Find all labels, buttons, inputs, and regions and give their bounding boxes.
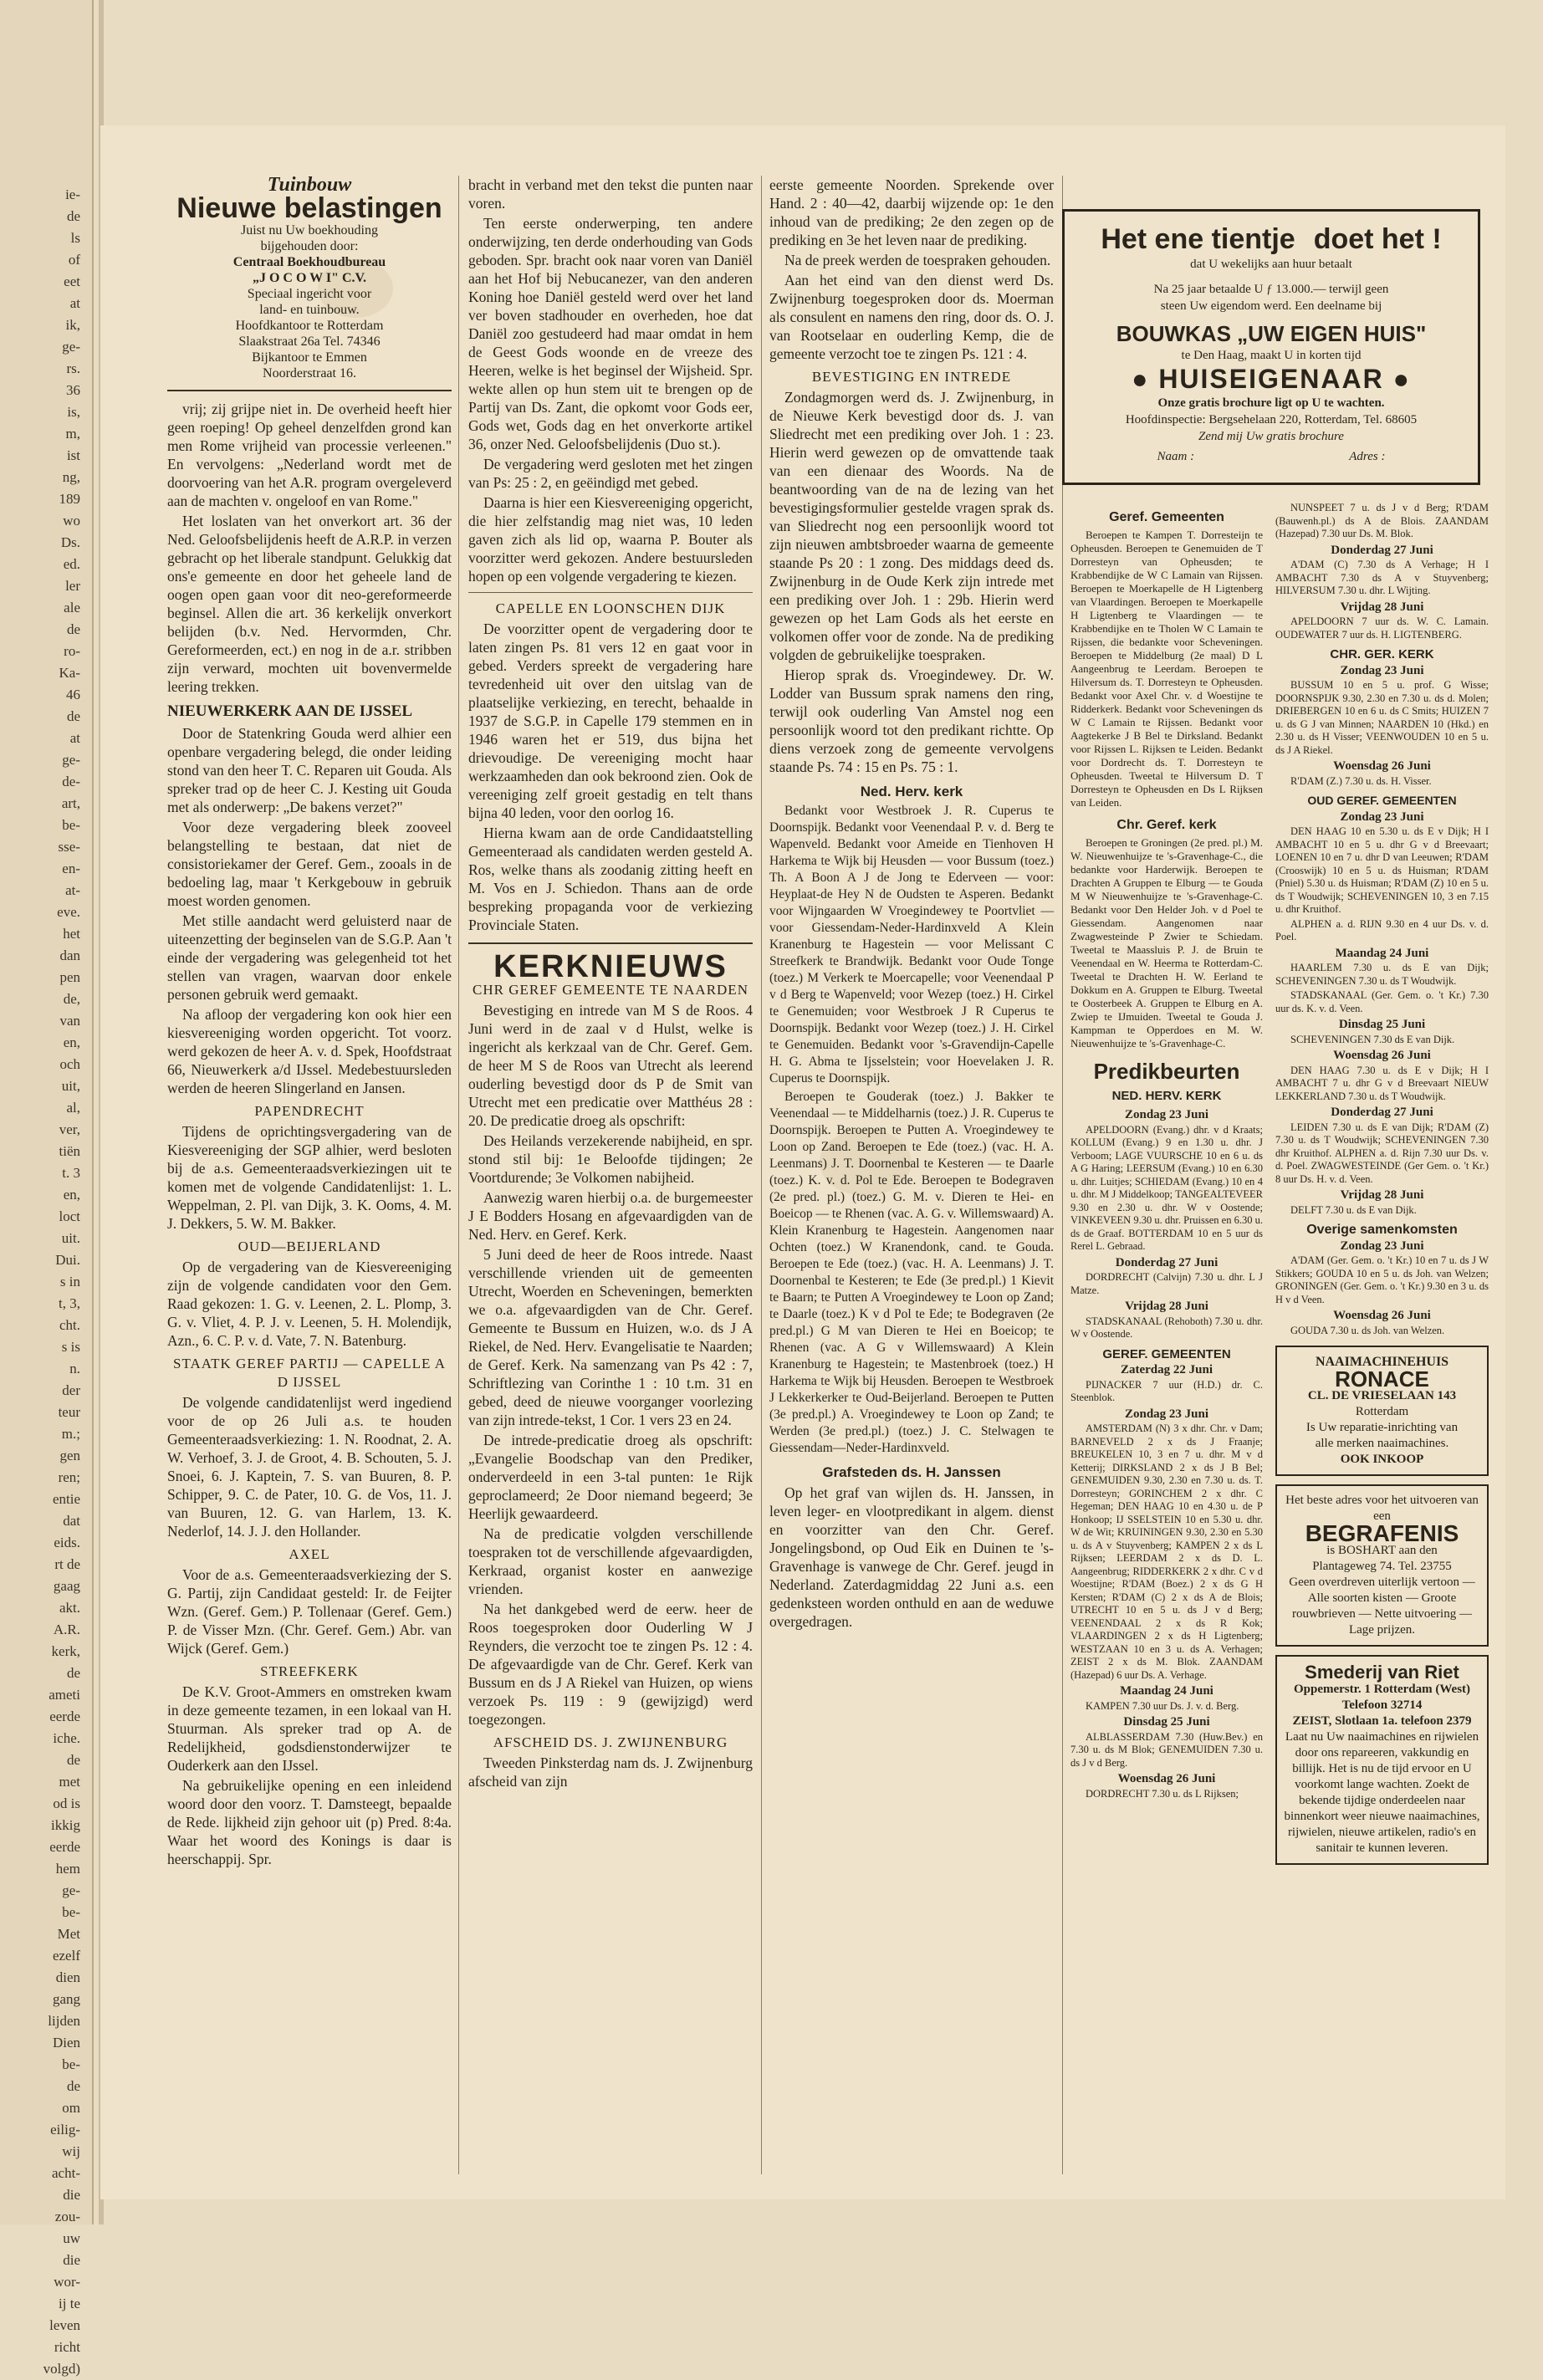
margin-fragment: ist	[66, 447, 80, 463]
paragraph: Na de predicatie volgden verschillende toespraken tot de verschillende afgevaardigden, Kerkraad, organist koster en aanwezige vrienden.	[468, 1525, 753, 1597]
preek-schedule	[1275, 502, 1489, 1337]
margin-fragment: gen	[59, 1448, 80, 1463]
divider	[167, 390, 452, 391]
paragraph: STADSKANAAL (Ger. Gem. o. 't Kr.) 7.30 uur ds. K. v. d. Veen.	[1275, 989, 1489, 1014]
margin-fragment: cht.	[59, 1317, 80, 1333]
paragraph: De intrede-predicatie droeg als opschrift: „Evangelie Boodschap van den Prediker, onderverdeeld in een 3-tal punten: 1e Rijk geproclameerd; 2e Door niemand begeerd; 3e Heerlijk gewaardeerd.	[468, 1432, 753, 1522]
margin-fragment: eet	[64, 273, 80, 289]
ad-line: „J O C O W I" C.V.	[252, 271, 367, 285]
paragraph: AMSTERDAM (N) 3 x dhr. Chr. v Dam; BARNEVELD 2 x ds J Fraanje; BREUKELEN 10, 3 en 7 u. dhr. M v d Ketterij; DIRKSLAND 2 x ds J B Bel; GENEMUIDEN 9.30, 2.30 en 7.30 u. ds. T. Dorresteyn; GORINCHEM 2 x dhr. C Hegeman; DEN HAAG 10 en 4.30 u. de P Honkoop; IJ SSELSTEIN 10 en 5.30 u. dhr. W de Wit; KRUININGEN 9.30, 2.30 en 5.30 u. ds A v Stuyvenberg; KAMPEN 2 x ds L Rijksen; LEERDAM 2 x ds D. L. Aangeenbrug; RIDDERKERK 2 x dhr. C v d Woestijne; R'DAM (Boez.) 2 x ds G H Kersten; R'DAM (C) 2 x ds A de Blois; UTRECHT 10 en 5 u. ds J v d Berg; VEENENDAAL 2 x ds R Kok; VLAARDINGEN 2 x ds H Ligtenberg; WESTZAAN 10 en 3 u. ds A. Verhagen; ZEIST 2 x ds M. Blok. ZAANDAM (Hazepad) 6 uur Ds. A. Verhage.	[1070, 1422, 1263, 1681]
chr-calls	[1070, 836, 1263, 1050]
margin-fragment: en-	[62, 861, 80, 876]
date-heading: Zondag 23 Juni	[1124, 1407, 1209, 1421]
margin-fragment: eids.	[54, 1535, 80, 1550]
article-heading: STREEFKERK	[260, 1663, 359, 1679]
article-heading: PAPENDRECHT	[254, 1103, 365, 1119]
subsection-heading: Overige samenkomsten	[1306, 1223, 1458, 1237]
paragraph: Bedankt voor Westbroek J. R. Cuperus te Doornspijk. Bedankt voor Veenendaal P. v. d. Berg te Wapenveld. Bedankt voor Ameide en Tienhoven H Harkema te Wijk bij Heusden — voor Bussum (toez.) Th. A Boon A J de Jong te Ederveen — voor: Heyplaat-de Hey N de Oudsten te Asperen. Bedankt voor Wijngaarden W Vroegindewey te Poortvliet — voor Giessendam-Neder-Hardinxveld A Klein Kranenburg te Hagestein — voor Melissant C Streefkerk te Brandwijk. Bedankt voor Oude Tonge (toez.) M Verkerk te Moercapelle; voor Veenendaal P v d Berg te Wapenveld; voor Wezep (toez.) H. Cirkel te Genemuiden; voor Westbroek J R Cuperus te Doornspijk. Bedankt voor Wezep (toez.) J. H. Cirkel te Genemuiden. Bedankt voor 's-Gravendijn-Capelle H. G. Abma te Ijsselstein; voor Hoevelaken J. R. Cuperus te Doornspijk.	[769, 804, 1054, 1085]
paragraph: De volgende candidatenlijst werd ingediend voor de op 26 Juli a.s. te houden Gemeenteraadsverkiezing: 1. N. Roodnat, 2. A. W. Verhoef, 3. J. de Groot, 4. B. Schouten, 5. J. Snoei, 6. J. Kaptein, 7. S. van Buuren, 8. P. Schipper, 9. C. de Pater, 10. G. de Vos, 11. J. van Buuren, 12. G. van Harlem, 13. K. Nederlof, 14. J. J. den Hollander.	[167, 1394, 452, 1540]
ad-name: BEGRAFENIS	[1305, 1520, 1459, 1546]
ad-line: Na 25 jaar betaalde U ƒ 13.000.— terwijl geen	[1153, 283, 1389, 296]
paragraph: APELDOORN 7 uur ds. W. C. Lamain. OUDEWATER 7 uur ds. H. LIGTENBERG.	[1275, 615, 1489, 641]
paragraph: Na de preek werden de toespraken gehouden.	[784, 252, 1051, 268]
margin-fragment: 189	[59, 491, 80, 507]
begrafenis-advertisement	[1275, 1484, 1489, 1647]
ad-line: Slaakstraat 26a Tel. 74346	[238, 335, 381, 349]
ad-title-b: doet het !	[1313, 223, 1442, 255]
divider	[468, 942, 753, 944]
article-heading: CAPELLE EN LOONSCHEN DIJK	[495, 600, 726, 616]
margin-fragment: hem	[55, 1861, 80, 1877]
article-heading: AXEL	[289, 1546, 330, 1562]
margin-fragment: iche.	[53, 1730, 80, 1746]
margin-fragment: om	[62, 2100, 80, 2116]
margin-fragment: de	[66, 2078, 80, 2094]
ad-line: Rotterdam	[1355, 1405, 1409, 1418]
paragraph: A'DAM (C) 7.30 ds A Verhage; H I AMBACHT 7.30 ds A v Stuyvenberg; HILVERSUM 7.30 u. dhr. L Wijting.	[1275, 559, 1489, 596]
paragraph: Des Heilands verzekerende nabijheid, en spr. stond stil bij: 1e Beloofde tijdingen; 2e Voortdurende; 3e Volkomen nabijheid.	[468, 1132, 753, 1186]
paragraph: Na afloop der vergadering kon ook hier een kiesvereeniging worden opgericht. Tot voorz. werd gekozen de heer A. v. d. Spek, Hoofdstraat 66, Nieuwerkerk a/d IJssel. Medebestuursleden werden de heeren Slingerland en Jansen.	[167, 1006, 452, 1096]
margin-fragment: uit.	[61, 1230, 80, 1246]
margin-fragment: ie-	[65, 186, 80, 202]
headline: Nieuwe belastingen	[176, 192, 442, 224]
margin-fragment: at-	[65, 882, 80, 898]
subsection-heading: Grafsteden ds. H. Janssen	[822, 1464, 1001, 1480]
margin-fragment: Met	[57, 1926, 80, 1942]
article-heading: STAATK GEREF PARTIJ — CAPELLE A D IJSSEL	[173, 1356, 446, 1390]
paragraph: 5 Juni deed de heer de Roos intrede. Naast verschillende vrienden uit de gemeenten Utrecht, Woerden en Scheveningen, bemerkten we o.a. afgevaardigden van de Chr. Geref. Gemeente te Bussum en Huizen, w.o. ds J A Riekel, de Ned. Herv. Evangelisatie te Naarden; de Geref. Kerk. Na samenzang van Ps 42 : 7, Schriftlezing van Corinthe 1 : 10 t.m. 31 en gebed, deed de nieuwe voorganger voorlezing van zijn intrede-tekst, 1 Cor. 1 vers 23 en 24.	[468, 1246, 753, 1428]
margin-fragment: rs.	[66, 360, 80, 376]
paragraph: R'DAM (Z.) 7.30 u. ds. H. Visser.	[1290, 774, 1432, 787]
date-heading: Maandag 24 Juni	[1335, 946, 1429, 960]
smederij-advertisement	[1275, 1655, 1489, 1865]
margin-fragment: ge-	[62, 1882, 80, 1898]
paragraph: DORDRECHT 7.30 u. ds L Rijksen;	[1086, 1787, 1239, 1800]
margin-fragment: Dien	[52, 2035, 80, 2051]
geref-column	[1070, 502, 1263, 1802]
margin-fragment: ikkig	[51, 1817, 80, 1833]
margin-fragment: m,	[65, 426, 80, 442]
date-heading: Zondag 23 Juni	[1340, 810, 1424, 824]
margin-fragment: eve.	[57, 904, 80, 920]
section-title: KERKNIEUWS	[493, 949, 728, 984]
margin-fragment: och	[59, 1056, 80, 1072]
margin-fragment: lijden	[48, 2013, 80, 2029]
margin-fragment: dien	[55, 1969, 80, 1985]
paragraph: GOUDA 7.30 u. ds Joh. van Welzen.	[1290, 1324, 1445, 1336]
date-heading: Dinsdag 25 Juni	[1338, 1018, 1426, 1031]
margin-fragment: ed.	[63, 556, 80, 572]
paragraph: A'DAM (Ger. Gem. o. 't Kr.) 10 en 7 u. ds J W Stikkers; GOUDA 10 en 5 u. ds Joh. van Welzen; GRONINGEN (Ger. Gem. o. 't Kr.) 9.30 en 3 u. ds H v d Veen.	[1275, 1254, 1489, 1305]
margin-fragment: ale	[64, 600, 80, 615]
section-heading: Tuinbouw	[267, 174, 352, 196]
margin-fragment: dan	[59, 947, 80, 963]
date-heading: Zondag 23 Juni	[1124, 1108, 1209, 1121]
paragraph: Hierna kwam aan de orde Candidaatstelling Gemeenteraad als candidaten werden gesteld A. Ros, welke thans als zoodanig zitting heeft en M. Vos en J. Schiedon. Thans aan de orde bespreking propaganda voor de verkiezing Provinciale Staten.	[468, 825, 753, 933]
date-heading: Zaterdag 22 Juni	[1120, 1363, 1213, 1376]
date-heading: Woensdag 26 Juni	[1333, 759, 1431, 773]
margin-fragment: art,	[61, 795, 80, 811]
paragraph: vrij; zij grijpe niet in. De overheid heeft hier geen roeping! Op geheel denzelfden grond kan men Rome vrijheid van processie verleenen." En vervolgens: „Nederland wordt met de doorvoering van het A.R. program overgeleverd aan de machten v. ongeloof en van Rome."	[167, 401, 452, 509]
date-heading: Zondag 23 Juni	[1340, 1239, 1424, 1253]
ad-line: is BOSHART aan den	[1326, 1544, 1438, 1557]
paragraph: LEIDEN 7.30 u. ds E van Dijk; R'DAM (Z) 7.30 u. ds T Woudwijk; SCHEVENINGEN 7.30 dhr Kruithof. ALPHEN a. d. Rijn 7.30 uur Ds. v. d. Poel. ZWAGWESTEINDE (Ger Gem. o. 't Kr.) 8 uur Ds. H. v. d. Veen.	[1275, 1121, 1489, 1185]
margin-fragment: loct	[59, 1208, 80, 1224]
margin-fragment: wor-	[54, 2274, 80, 2290]
paragraph: Voor de a.s. Gemeenteraadsverkiezing der S. G. Partij, zijn Candidaat gesteld: Ir. de Feijter Wzn. (Geref. Gem.) P. Tollenaar (Geref. Gem.) P. de Visser Mzn. (Chr. Geref. Gem.) Abr. van Wijck (Geref. Gem.)	[167, 1566, 452, 1657]
paragraph: APELDOORN (Evang.) dhr. v d Kraats; KOLLUM (Evang.) 9 en 1.30 u. dhr. J Verboom; LAGE VUURSCHE 10 en 6 u. ds A G Haring; LEERSUM (Evang.) 10 en 6.30 u. dhr. Luitjes; SCHIEDAM (Evang.) 10 en 4 u. dhr. M J Middelkoop; TANGEALTEVEER 9.30 en 2.30 u. dhr. W v Oostende; VINKEVEEN 9.30 u. dhr. Pruissen en 6.30 u. ds de Graaf. BOTTERDAM 10 en 5 uur ds Rerel L. Gebraad.	[1070, 1123, 1263, 1252]
article-heading: AFSCHEID DS. J. ZWIJNENBURG	[493, 1734, 728, 1750]
margin-fragment: Dui.	[55, 1252, 80, 1268]
paragraph: DEN HAAG 10 en 5.30 u. ds E v Dijk; H I AMBACHT 10 en 5 u. dhr G v d Breevaart; LOENEN 10 en 7 u. dhr D van Leeuwen; R'DAM (Crooswijk) 10 en 5 u. ds Huisman; R'DAM (Pniel) 5.30 u. ds Huisman; R'DAM (Z) 10 en 5 u. ds T Woudwijk; SCHEVENINGEN 10, 3 en 7.15 u. dhr Kruithof.	[1275, 825, 1489, 915]
ad-line: Onze gratis brochure ligt op U te wachten.	[1157, 396, 1385, 410]
beroepingswerk-list	[769, 803, 1054, 1457]
article-heading: NIEUWERKERK AAN DE IJSSEL	[167, 702, 412, 720]
margin-fragment: t, 3,	[59, 1295, 80, 1311]
margin-fragment: be-	[62, 1904, 80, 1920]
margin-fragment: rt de	[54, 1556, 80, 1572]
bouwkas-advertisement	[1062, 209, 1480, 485]
margin-fragment: de	[66, 708, 80, 724]
margin-fragment: ler	[65, 578, 80, 594]
paragraph: Het loslaten van het onverkort art. 36 der Ned. Geloofsbelijdenis heeft de A.R.P. in verzen gebracht op het liberale standpunt. Gelukkig dat ons'e gemeente en door het geheele land de oogen open gaan voor dit neo-gereformeerde beginsel. Allen die art. 36 kerkelijk onverkort belijden (b.v. Ned. Hervormden, Chr. Gereformeerden, ect.) en nog in de a.r. stribben zijn verward, mochten uit bovenvermelde leering trekken.	[167, 513, 452, 695]
paragraph: Aan het eind van den dienst werd Ds. Zwijnenburg toegesproken door ds. Moerman als consulent en namens den ring, door ds. O. J. van Rootselaar en ouderling Kemp, die de gemeente verzocht toe te zingen Ps. 121 : 4.	[769, 272, 1054, 362]
paragraph: Na het dankgebed werd de eerw. heer de Roos toegesproken door Ouderling W J Reynders, die verzocht toe te zingen Ps. 12 : 4. De afgevaardigde van de Chr. Geref. Kerk van Bussum en ds J A Riekel van Huizen, op wiens verzoek Ps. 119 : 9 (gewijzigd) werd toegezongen.	[468, 1601, 753, 1728]
ad-name: Smederij van Riet	[1305, 1662, 1459, 1683]
ad-title-a: Het ene tientje	[1101, 223, 1295, 255]
date-heading: Maandag 24 Juni	[1120, 1684, 1213, 1698]
margin-fragment: die	[63, 2252, 80, 2268]
paragraph: Met stille aandacht werd geluisterd naar de uiteenzetting der beginselen van de S.G.P. Aan 't einde der vergadering was gelegenheid tot het stellen van vragen, waarvan door enkele personen gebruik werd gemaakt.	[167, 912, 452, 1003]
margin-fragment: wij	[62, 2143, 80, 2159]
column-3	[769, 176, 1054, 1632]
ad-line: bijgehouden door:	[260, 239, 359, 253]
margin-fragment: ik,	[65, 317, 80, 333]
paragraph: eerste gemeente Noorden. Sprekende over Hand. 2 : 40—42, daarbij wijzende op: 1e den inhoud van de prediking; 2e den zegen op de prediking en 3e het leven naar de prediking.	[769, 176, 1054, 248]
margin-fragment: eilig-	[50, 2122, 80, 2137]
margin-fragment: de	[66, 1752, 80, 1768]
date-heading: Dinsdag 25 Juni	[1123, 1715, 1210, 1729]
ad-line: steen Uw eigendom werd. Een deelname bij	[1160, 299, 1382, 313]
paragraph: NUNSPEET 7 u. ds J v d Berg; R'DAM (Bauwenh.pl.) ds A de Blois. ZAANDAM (Hazepad) 7.30 uur Ds. M. Blok.	[1275, 502, 1489, 539]
paragraph: Op de vergadering van de Kiesvereeniging zijn de volgende candidaten voor den Gem. Raad gekozen: 1. G. v. Leenen, 2. L. Plomp, 3. G. v. Vliet, 4. P. J. v. Leenen, 5. H. Molendijk, Azn., 6. C. P. v. d. Vate, 7. N. Batenburg.	[167, 1259, 452, 1349]
article-heading: BEVESTIGING EN INTREDE	[811, 369, 1012, 385]
date-heading: Woensdag 26 Juni	[1333, 1309, 1431, 1322]
subsection-heading: GEREF. GEMEENTEN	[1102, 1346, 1231, 1361]
margin-fragment: ge-	[62, 339, 80, 355]
paragraph: PIJNACKER 7 uur (H.D.) dr. C. Steenblok.	[1070, 1378, 1263, 1403]
margin-fragment: gaag	[53, 1578, 80, 1594]
ad-line: te Den Haag, maakt U in korten tijd	[1181, 349, 1362, 362]
margin-fragment: der	[62, 1382, 80, 1398]
margin-fragment: teur	[58, 1404, 80, 1420]
margin-fragment: eerde	[49, 1839, 80, 1855]
paragraph: Door de Statenkring Gouda werd alhier een openbare vergadering belegd, die onder leiding stond van den heer T. C. Reparen uit Gouda. Als spreker trad op de heer C. J. Kesting uit Gouda met als onderwerp: „De bakens verzet?"	[167, 725, 452, 815]
margin-fragment: al,	[66, 1100, 80, 1116]
paragraph: De K.V. Groot-Ammers en omstreken kwam in deze gemeente tezamen, in een lokaal van H. Stuurman. Als spreker trad op A. de Redelijkheid, godsdienstonderwijzer te Ouderkerk aan den IJssel.	[167, 1683, 452, 1774]
margin-fragment: A.R.	[53, 1622, 80, 1637]
paragraph: Bevestiging en intrede van M S de Roos. 4 Juni werd in de zaal v d Hulst, welke is ingericht als kerkzaal van de Chr. Geref. Gem. de heer M S de Roos van Utrecht als leerend ouderling bevestigd door ds P de Smit van Utrecht met een predicatie over Matthéus 28 : 20. De predicatie droeg als opschrift:	[468, 1002, 753, 1129]
subsection-heading: Geref. Gemeenten	[1109, 510, 1224, 524]
column-4	[1275, 502, 1489, 1873]
ad-line: Is Uw reparatie-inrichting van	[1305, 1421, 1459, 1434]
margin-fragment: het	[63, 926, 80, 942]
margin-fragment: ij te	[59, 2296, 80, 2311]
form-field-name: Naam :	[1157, 450, 1195, 463]
ad-line: Noorderstraat 16.	[263, 366, 356, 380]
column-2	[468, 176, 753, 1792]
margin-fragment: de	[66, 1665, 80, 1681]
ad-line: Het beste adres voor het uitvoeren van een	[1285, 1494, 1479, 1523]
ad-name: RONACE	[1335, 1366, 1429, 1392]
date-heading: Woensdag 26 Juni	[1117, 1772, 1216, 1785]
margin-fragment: sse-	[58, 839, 80, 855]
margin-fragment: richt	[54, 2339, 80, 2355]
ad-line: Oppemerstr. 1 Rotterdam (West) Telefoon 32714	[1293, 1683, 1471, 1712]
margin-fragment: volgd)	[43, 2361, 80, 2377]
preek-schedule	[1070, 1109, 1263, 1800]
paragraph: Voor deze vergadering bleek zooveel belangstelling te bestaan, dat niet de consistoriekamer der Geref. Gem., zooals in de bedoeling lag, maar 't Kerkgebouw in gebruik moest worden genomen.	[167, 819, 452, 909]
margin-fragment: met	[59, 1774, 80, 1790]
article-heading: OUD—BEIJERLAND	[238, 1239, 381, 1254]
divider	[468, 592, 753, 593]
paragraph: Aanwezig waren hierbij o.a. de burgemeester J E Bodders Hosang en afgevaardigden van de Ned. Herv. en Geref. Kerk.	[468, 1189, 753, 1243]
ad-line: NAAIMACHINEHUIS	[1315, 1355, 1449, 1369]
margin-fragment: ren;	[58, 1469, 80, 1485]
margin-fragment: entie	[52, 1491, 80, 1507]
paragraph: Tweeden Pinksterdag nam ds. J. Zwijnenburg afscheid van zijn	[468, 1754, 753, 1790]
ad-line: Centraal Boekhoudbureau	[232, 255, 386, 269]
margin-fragment: n.	[69, 1361, 80, 1376]
ad-line: Laat nu Uw naaimachines en rijwielen door ons repareeren, vakkundig en billijk. Het is nu de tijd ervoor en U voorkomt lange wachten. Zoekt de bekende tijdige onderdeelen naar binnenkort weer nieuwe naaimachines, rijwielen, nieuwe artikelen, radio's en sanitair te kunnen leveren.	[1284, 1730, 1480, 1855]
margin-fragment: de,	[63, 991, 80, 1007]
date-heading: Vrijdag 28 Juni	[1125, 1300, 1208, 1313]
paragraph: Tijdens de oprichtingsvergadering van de Kiesvereeniging der SGP alhier, werd besloten bij de a.s. Gemeenteraadsverkiezingen uit te komen met de volgende Candidatenlijst: 1. L. Weppelman, 2. Pl. van Dijk, 3. K. Ooms, 4. M. J. Dekkers, 5. W. M. Bakker.	[167, 1123, 452, 1232]
margin-fragment: uit,	[61, 1078, 80, 1094]
margin-fragment: ver,	[59, 1121, 80, 1137]
margin-fragment: ameti	[49, 1687, 80, 1703]
form-field-address: Adres :	[1349, 450, 1386, 463]
ad-line: ZEIST, Slotlaan 1a. telefoon 2379	[1292, 1714, 1472, 1728]
article-heading: CHR GEREF GEMEENTE TE NAARDEN	[473, 982, 749, 998]
margin-fragment: t. 3	[62, 1165, 80, 1181]
ad-line: Hoofdinspectie: Bergsehelaan 220, Rotterdam, Tel. 68605	[1125, 413, 1418, 426]
left-margin-strip	[0, 0, 94, 2377]
margin-fragment: die	[63, 2187, 80, 2203]
margin-fragment: ezelf	[52, 1948, 80, 1964]
ad-line: alle merken naaimachines.	[1315, 1437, 1449, 1450]
paragraph: Ten eerste onderwerping, ten andere onderwijzing, ten derde onderhouding van Gods geboden. Spr. bracht ook naar voren van Daniël aan het Hof bij Nebucanezer, van den anderen Koning hoe Daniël gesteld werd over het land ver boven stadhouder en overheden, hoe dat Daniël zoo gestudeerd had maar omdat in hem de Geest Gods woonde en de vreeze des Heeren, welke is het beginsel der Wijsheid. Spr. wekte allen op hun stem uit te brengen op de Partij van Ds. Zant, die opkomt voor Gods eer, Gods wet, Gods dag en het onverkorte artikel 36, onzer Ned. Geloofsbelijdenis (Duo st.).	[468, 215, 753, 452]
ad-line: Zend mij Uw gratis brochure	[1198, 430, 1344, 443]
subsection-heading: CHR. GER. KERK	[1330, 647, 1434, 661]
margin-fragment: akt.	[59, 1600, 80, 1616]
paragraph: Beroepen te Groningen (2e pred. pl.) M. W. Nieuwenhuijze te 's-Gravenhage-C., die bedankte voor Harderwijk. Beroepen te Drachten A Gruppen te Elburg — te Gouda M W Nieuwenhuijze te 's-Gravenhage-C. Bedankt voor Den Helder Joh. v d Poel te Giessendam. Aangenomen naar Zwagwesteinde P Zwier te Schiedam. Tweetal te Maassluis P. J. de Bruin te Veenendaal en W. Heerma te Rotterdam-C. Tweetal te Drachten H. W. Eerland te Dokkum en A. Gruppen te Elburg. Tweetal te Oosterbeek A. Gruppen te Elburg en A. Zwiep te IJmuiden. Tweetal te Gouda J. Kampman te Opperdoes en M. W. Nieuwenhuijze te 's-Gravenhage-C.	[1070, 836, 1263, 1050]
geref-calls	[1070, 529, 1263, 810]
paragraph: HAARLEM 7.30 u. ds E van Dijk; SCHEVENINGEN 7.30 u. ds T Woudwijk.	[1275, 962, 1489, 987]
margin-fragment: zou-	[54, 2209, 80, 2224]
ad-line: Juist nu Uw boekhouding	[241, 223, 378, 237]
paragraph: DORDRECHT (Calvijn) 7.30 u. dhr. L J Matze.	[1070, 1271, 1263, 1296]
paragraph: Hierop sprak ds. Vroegindewey. Dr. W. Lodder van Bussum sprak namens den ring, terwijl ook ouderling Van Amstel nog een persoonlijk woord tot den predikant richtte. Op diens verzoek zong de gemeente vervolgens staande Ps. 74 : 15 en Ps. 75 : 1.	[769, 667, 1054, 775]
paragraph: KAMPEN 7.30 uur Ds. J. v. d. Berg.	[1086, 1699, 1239, 1712]
boekhoud-ad	[167, 222, 452, 381]
paragraph: ALBLASSERDAM 7.30 (Huw.Bev.) en 7.30 u. ds M Blok; GENEMUIDEN 7.30 u. ds J v d Berg.	[1070, 1730, 1263, 1769]
margin-fragment: de-	[62, 774, 80, 789]
date-heading: Vrijdag 28 Juni	[1340, 600, 1424, 614]
paragraph: SCHEVENINGEN 7.30 ds E van Dijk.	[1290, 1033, 1455, 1045]
margin-fragment: uw	[63, 2230, 80, 2246]
paragraph: DELFT 7.30 u. ds E van Dijk.	[1290, 1203, 1417, 1216]
subsection-heading: Ned. Herv. kerk	[860, 784, 963, 799]
column-1	[167, 176, 452, 1870]
paragraph: bracht in verband met den tekst die punten naar voren.	[468, 176, 753, 212]
margin-fragment: gang	[52, 1991, 80, 2007]
ad-line: CL. DE VRIESELAAN 143	[1307, 1389, 1457, 1402]
margin-fragment: acht-	[52, 2165, 80, 2181]
paragraph: STADSKANAAL (Rehoboth) 7.30 u. dhr. W v Oostende.	[1070, 1315, 1263, 1340]
margin-fragment: en,	[63, 1187, 80, 1203]
margin-fragment: tiën	[59, 1143, 80, 1159]
margin-fragment: 36	[66, 382, 80, 398]
margin-fragment: en,	[63, 1034, 80, 1050]
subsection-heading: NED. HERV. KERK	[1111, 1089, 1222, 1103]
subsection-heading: Chr. Geref. kerk	[1116, 818, 1217, 832]
ad-line: Speciaal ingericht voor	[247, 287, 372, 301]
margin-fragment: at	[69, 730, 80, 746]
paragraph: De vergadering werd gesloten met het zingen van Ps: 25 : 2, en geëindigd met gebed.	[468, 456, 753, 491]
paragraph: DEN HAAG 7.30 u. ds E v Dijk; H I AMBACHT 7 u. dhr G v d Breevaart NIEUW LEKKERLAND 7.30 u. ds T Woudwijk.	[1275, 1064, 1489, 1102]
margin-fragment: s is	[61, 1339, 80, 1355]
ad-line: dat U wekelijks aan huur betaalt	[1190, 258, 1352, 271]
paragraph: Zondagmorgen werd ds. J. Zwijnenburg, in de Nieuwe Kerk bevestigd door ds. J. van Sliedrecht met een prediking over Joh. 1 : 23. Hierin werd gewezen op de omvattende taak van een dienaar des Woords. Na de beantwoording van de na de lezing van het bevestigingsformulier gestelde vragen sprak ds. van Sliedrecht nog een persoonlijk woord tot zijn nieuwen ambtsbroeder waarna de gemeente staande Ps 20 : 1 zong. Des middags deed ds. Zwijnenburg in de Oude Kerk zijn intrede met een prediking over Joh. 1 : 29b. Hierin werd gewezen op het Lam Gods als het eerste en volkomen offer voor de zonde. Na de prediking volgden de gebruikelijke toespraken.	[769, 389, 1054, 663]
date-heading: Donderdag 27 Juni	[1331, 543, 1433, 557]
column-rule	[458, 176, 459, 2174]
date-heading: Vrijdag 28 Juni	[1340, 1188, 1424, 1202]
margin-fragment: leven	[49, 2317, 80, 2333]
margin-fragment: is,	[67, 404, 80, 420]
ad-headline: ● HUISEIGENAAR ●	[1132, 364, 1411, 394]
margin-fragment: s in	[59, 1274, 80, 1290]
ad-brand: BOUWKAS „UW EIGEN HUIS"	[1116, 321, 1427, 346]
margin-fragment: Ds.	[60, 534, 80, 550]
paragraph: Na gebruikelijke opening en een inleidend woord door den voorz. T. Damsteegt, bepaalde de Rede. lijkheid zijn gehoor uit (p) Pred. 8:4a. Waar het woord des Konings is daar is heerschappij. Spr.	[167, 1777, 452, 1867]
margin-fragment: dat	[63, 1513, 80, 1529]
margin-fragment: eerde	[49, 1708, 80, 1724]
ad-line: OOK INKOOP	[1340, 1453, 1424, 1466]
margin-fragment: of	[68, 252, 80, 268]
margin-fragment: be-	[62, 2056, 80, 2072]
margin-fragment: od is	[53, 1795, 80, 1811]
ad-line: Geen overdreven uiterlijk vertoon — Alle soorten kisten — Groote rouwbrieven — Nette uitvoering — Lage prijzen.	[1289, 1576, 1475, 1637]
paragraph: BUSSUM 10 en 5 u. prof. G Wisse; DOORNSPIJK 9.30, 2.30 en 7.30 u. ds d. Molen; DRIEBERGEN 10 en 6 u. ds C Smits; HUIZEN 7 u. ds G J van Minnen; NAARDEN 10 (Hkd.) en 2.30 u. ds H Visser; VEENWOUDEN 10 en 5 u. ds J A Riekel.	[1275, 679, 1489, 756]
ad-line: Bijkantoor te Emmen	[252, 350, 367, 365]
paragraph: Daarna is hier een Kiesvereeniging opgericht, die hier zelfstandig mag niet was, 10 leden gaven zich als lid op, waarna P. Bouter als voorzitter werd gekozen. Andere bestuursleden hopen op een volgende vergadering te kiezen.	[468, 494, 753, 585]
paragraph: De voorzitter opent de vergadering door te laten zingen Ps. 81 vers 12 en gaat voor in gebed. Verders spreekt de vergadering hare tevredenheid uit over den uitslag van de plaatselijke verkiezing, en terecht, behaalde in 1937 de S.G.P. in Capelle 179 stemmen en in 1946 waren het er 519, dus bijna het drievoudige. De vereeniging mocht haar werkzaamheden dan ook bekroond zien. Ook de vereeniging zelf groeit gestadig en telt thans bijna 40 leden, voor den oorlog 16.	[468, 621, 753, 821]
paragraph: Op het graf van wijlen ds. H. Janssen, in leven leger- en vlootpredikant in algem. dienst en voorzitter van den Chr. Geref. Jongelingsbond, op Oud Eik en Duinen te 's-Gravenhage is vanwege de Chr. Geref. jeugd in Nederland. Zaterdagmiddag 22 Juni a.s. een gedenksteen worden onthuld en aan de weduwe overgedragen.	[769, 1484, 1054, 1630]
margin-fragment: 46	[66, 687, 80, 702]
date-heading: Woensdag 26 Juni	[1333, 1049, 1431, 1062]
margin-fragment: ls	[70, 230, 80, 246]
margin-fragment: ng,	[62, 469, 80, 485]
ad-title	[1080, 223, 1463, 256]
subsection-heading: OUD GEREF. GEMEENTEN	[1307, 794, 1457, 807]
margin-fragment: ro-	[64, 643, 80, 659]
margin-fragment: at	[69, 295, 80, 311]
margin-fragment: kerk,	[51, 1643, 80, 1659]
section-title: Predikbeurten	[1093, 1059, 1240, 1084]
paragraph: Beroepen te Gouderak (toez.) J. Bakker te Veenendaal — te Middelharnis (toez.) J. R. Cuperus te Doornspijk. Beroepen te Putten A. Vroegindewey te Loon op Zand. Beroepen te Ede (toez.) (vac. H. A. Leenmans) J. T. Doornenbal te Kesteren — te Daarle (toez.) K. v. d. Pol te Ede. Beroepen te Bodegraven (2e pred. pl.) (toez.) G. M. v. Dieren te Hei- en Boeicop — te Rhenen (vac. A. G. v. Willemswaard) A. Klein Kranenburg te Hagestein. Aangenomen naar Ochten (toez.) W Kranendonk, cand. te Gouda. Beroepen te Ede (toez.) (vac. H. A. Leenmans) J. T. Doornenbal te Kesteren; te Ede (3e pred.pl.) 1 Kievit te Baarn; te Putten A Vroegindewey te Loon op Zand; te Daarle (toez.) K v d Pol te Ede; te Bodegraven (2e pred.pl.) G M van Dieren te Hei en Boeicop; te Rhenen (vac. A G v Willemswaard) A Klein Kranenburg te Hagestein; te Mastenbroek (toez.) H Harkema te Wijk bij Heusden. Beroepen te Westbroek J Lekkerkerker te Oud-Beijerland. Beroepen te Putten (3e pred.pl.) A. Vroegindewey te Loon op Zand; te Werden (3e pred.pl.) (toez.) J. C. Stelwagen te Giessendam—Neder-Hardinxveld.	[769, 1090, 1054, 1455]
margin-fragment: pen	[59, 969, 80, 985]
margin-fragment: be-	[62, 817, 80, 833]
column-rule	[761, 176, 762, 2174]
ronace-advertisement	[1275, 1346, 1489, 1476]
margin-fragment: de	[66, 208, 80, 224]
date-heading: Zondag 23 Juni	[1340, 663, 1424, 677]
margin-fragment: van	[59, 1013, 80, 1029]
margin-fragment: de	[66, 621, 80, 637]
margin-fragment: ge-	[62, 752, 80, 768]
newspaper-page	[100, 125, 1505, 2199]
margin-fragment: wo	[63, 513, 80, 529]
paragraph: Beroepen te Kampen T. Dorresteijn te Opheusden. Beroepen te Genemuiden de T Dorresteyn van Opheusden; te Krabbendijke de W C Lamain van Rijssen. Beroepen te Moerkapelle de H Ligtenberg van Vlaardingen. Beroepen te Moerkapelle H Ligtenberg te Vlaardingen — te Krabbendijke en te Tholen W C Lamain te Rijssen, die bedankte voor Scheveningen. Beroepen te Middelburg (2e maal) D L Aangeenbrug te Leerdam. Beroepen te Hilversum ds. T. Dorresteyn te Opheusden. Bedankt voor Axel Chr. v. d Woestijne te Ridderkerk. Bedankt voor Scheveningen ds W C Lamain te Rijssen. Bedankt voor Aagtekerke J B Bel te Dirksland. Bedankt voor Rijssen L. Rijksen te Leiden. Bedankt voor Dordrecht ds. T. Dorresteyn te Opheusden. Tweetal te Hilversum D. T Dorresteyn te Opheusden en Ds L Rijksen van Leiden.	[1070, 529, 1263, 809]
date-heading: Donderdag 27 Juni	[1115, 1255, 1219, 1269]
date-heading: Donderdag 27 Juni	[1331, 1106, 1433, 1119]
margin-fragment: Ka-	[59, 665, 80, 681]
ad-owner: HUISEIGENAAR	[1158, 364, 1384, 394]
ad-line: land- en tuinbouw.	[259, 303, 360, 317]
ad-line: Plantageweg 74. Tel. 23755	[1312, 1560, 1452, 1573]
margin-fragment: m.;	[61, 1426, 80, 1442]
ad-line: Hoofdkantoor te Rotterdam	[235, 319, 384, 333]
paragraph: ALPHEN a. d. RIJN 9.30 en 4 uur Ds. v. d. Poel.	[1275, 917, 1489, 942]
